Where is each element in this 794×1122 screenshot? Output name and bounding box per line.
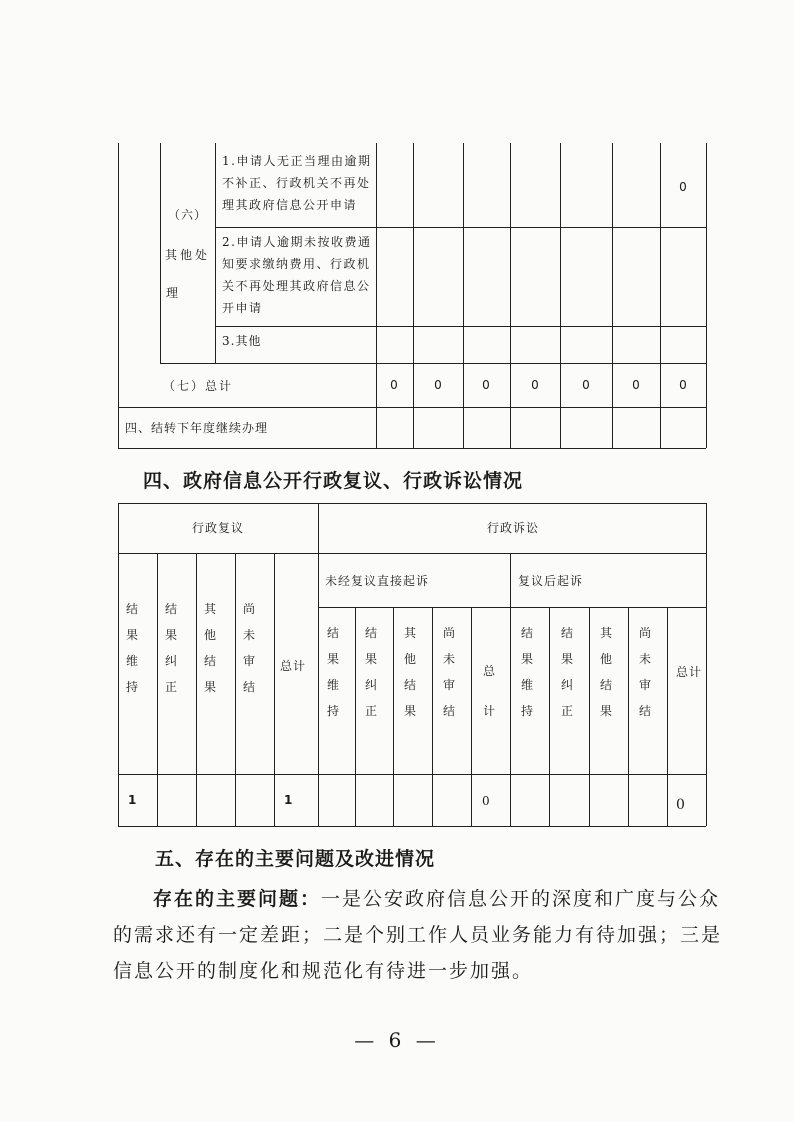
col-direct-total: 总 计 xyxy=(482,664,495,718)
section-4-title: 四、政府信息公开行政复议、行政诉讼情况 xyxy=(143,470,524,492)
direct-suit-header: 未经复议直接起诉 xyxy=(325,574,430,588)
total-value: 0 xyxy=(482,378,490,392)
direct-total-value: 0 xyxy=(482,794,491,808)
col-corrected: 结 果 纠 正 xyxy=(560,626,573,718)
total-value: 0 xyxy=(434,378,442,392)
col-other: 其 他 结 果 xyxy=(203,602,216,694)
after-total-value: 0 xyxy=(676,797,686,813)
section-5-title: 五、存在的主要问题及改进情况 xyxy=(155,848,436,870)
total-value: 0 xyxy=(531,378,539,392)
carryover-label: 四、结转下年度继续办理 xyxy=(125,421,269,435)
after-review-header: 复议后起诉 xyxy=(518,574,584,588)
other-item-3: 3.其他 xyxy=(222,334,262,348)
total-value: 0 xyxy=(679,378,687,392)
col-pending: 尚 未 审 结 xyxy=(638,626,651,718)
other-item-2: 2.申请人逾期未按收费通 知要求缴纳费用、行政机 关不再处理其政府信息公 开申请 xyxy=(222,235,372,315)
review-header: 行政复议 xyxy=(192,521,245,535)
total-row-label: （七）总计 xyxy=(163,379,234,393)
total-value: 0 xyxy=(390,378,398,392)
col-pending: 尚 未 审 结 xyxy=(242,602,255,694)
col-other: 其 他 结 果 xyxy=(403,626,416,718)
section-six-label-3: 理 xyxy=(166,286,180,300)
col-pending: 尚 未 审 结 xyxy=(442,626,455,718)
problems-label: 存在的主要问题： xyxy=(153,888,322,910)
page-number: — 6 — xyxy=(354,1028,440,1052)
col-upheld: 结 果 维 持 xyxy=(125,602,138,694)
problems-text: 一是公安政府信息公开的深度和广度与公众的需求还有一定差距；二是个别工作人员业务能力有待加强；三是信息公开的制度化和规范化有待进一步加强。 xyxy=(113,888,723,982)
total-value: 0 xyxy=(582,378,590,392)
col-review-total: 总计 xyxy=(280,659,307,673)
total-value: 0 xyxy=(632,378,640,392)
section-six-label-2: 其他处 xyxy=(165,248,211,262)
section-six-label: （六） xyxy=(168,208,208,222)
review-total-value: 1 xyxy=(284,793,294,807)
other-item-1: 1.申请人无正当理由逾期 不补正、行政机关不再处 理其政府信息公开申请 xyxy=(222,154,372,212)
review-upheld-value: 1 xyxy=(128,793,138,807)
col-corrected: 结 果 纠 正 xyxy=(364,626,377,718)
other-item-1-value: 0 xyxy=(679,180,687,194)
col-upheld: 结 果 维 持 xyxy=(326,626,339,718)
col-other: 其 他 结 果 xyxy=(599,626,612,718)
problems-paragraph xyxy=(113,881,733,989)
col-after-total: 总计 xyxy=(676,665,703,679)
col-upheld: 结 果 维 持 xyxy=(520,626,533,718)
litigation-header: 行政诉讼 xyxy=(487,521,540,535)
col-corrected: 结 果 纠 正 xyxy=(164,602,177,694)
